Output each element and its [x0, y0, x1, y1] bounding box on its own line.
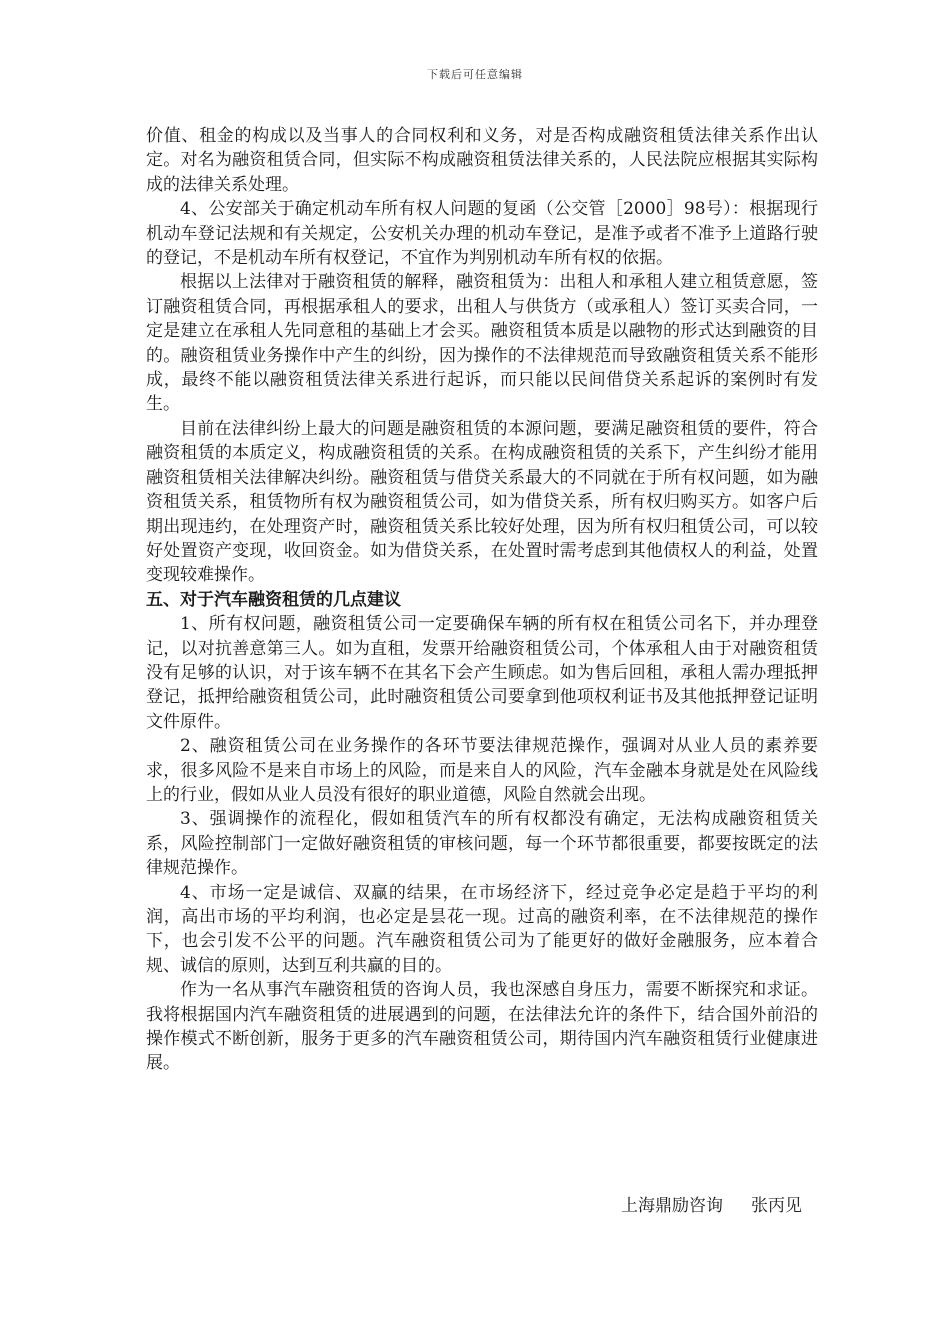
paragraph-conclusion: 作为一名从事汽车融资租赁的咨询人员，我也深感自身压力，需要不断探究和求证。我将根据国内汽车融资租赁的进展遇到的问题，在法律法允许的条件下，结合国外前沿的操作模式不断创新，服务于更多的汽车融资租赁公司，期待国内汽车融资租赁行业健康进展。 [146, 980, 818, 1074]
page-header: 下载后可任意编辑 [427, 68, 523, 81]
paragraph-suggestion-4: 4、市场一定是诚信、双赢的结果，在市场经济下，经过竞争必定是趋于平均的利润，高出市场的平均利润，也必定是昙花一现。过高的融资利率，在不法律规范的操作下，也会引发不公平的问题。汽车融资租赁公司为了能更好的做好金融服务，应本着合规、诚信的原则，达到互利共赢的目的。 [146, 882, 818, 976]
paragraph-definition: 根据以上法律对于融资租赁的解释，融资租赁为：出租人和承租人建立租赁意愿，签订融资租赁合同，再根据承租人的要求，出租人与供货方（或承租人）签订买卖合同，一定是建立在承租人先同意租的基础上才会买。融资租赁本质是以融物的形式达到融资的目的。融资租赁业务操作中产生的纠纷，因为操作的不法律规范而导致融资租赁关系不能形成，最终不能以融资租赁法律关系进行起诉，而只能以民间借贷关系起诉的案例时有发生。 [146, 272, 818, 415]
document-body [146, 124, 818, 1076]
paragraph-suggestion-2: 2、融资租赁公司在业务操作的各环节要法律规范操作，强调对从业人员的素养要求，很多风险不是来自市场上的风险，而是来自人的风险，汽车金融本身就是处在风险线上的行业，假如从业人员没有很好的职业道德，风险自然就会出现。 [146, 736, 818, 805]
paragraph-continuation: 价值、租金的构成以及当事人的合同权利和义务，对是否构成融资租赁法律关系作出认定。对名为融资租赁合同，但实际不构成融资租赁法律关系的，人民法院应根据其实际构成的法律关系处理。 [146, 126, 818, 195]
section-heading-suggestions: 五、对于汽车融资租赁的几点建议 [146, 589, 401, 610]
signature-author: 张丙见 [751, 1196, 802, 1216]
paragraph-legal-dispute: 目前在法律纠纷上最大的问题是融资租赁的本源问题，要满足融资租赁的要件，符合融资租赁的本质定义，构成融资租赁的关系。在构成融资租赁的关系下，产生纠纷才能用融资租赁相关法律解决纠纷。融资租赁与借贷关系最大的不同就在于所有权问题，如为融资租赁关系，租赁物所有权为融资租赁公司，如为借贷关系，所有权归购买方。如客户后期出现违约，在处理资产时，融资租赁关系比较好处理，因为所有权归租赁公司，可以较好处置资产变现，收回资金。如为借贷关系，在处置时需考虑到其他债权人的利益，处置变现较难操作。 [146, 418, 818, 586]
paragraph-suggestion-3: 3、强调操作的流程化，假如租赁汽车的所有权都没有确定，无法构成融资租赁关系，风险控制部门一定做好融资租赁的审核问题，每一个环节都很重要，都要按既定的法律规范操作。 [146, 809, 818, 879]
paragraph-item-4-ministry-reply: 4、公安部关于确定机动车所有权人问题的复函（公交管［2000］98号）：根据现行机动车登记法规和有关规定，公安机关办理的机动车登记，是准予或者不准予上道路行驶的登记，不是机动车所有权登记，不宜作为判别机动车所有权的依据。 [146, 199, 818, 269]
signature-company: 上海鼎励咨询 [621, 1196, 723, 1216]
signature [621, 1194, 802, 1218]
paragraph-suggestion-1: 1、所有权问题，融资租赁公司一定要确保车辆的所有权在租赁公司名下，并办理登记，以对抗善意第三人。如为直租，发票开给融资租赁公司，个体承租人由于对融资租赁没有足够的认识，对于该车辆不在其名下会产生顾虑。如为售后回租，承租人需办理抵押登记，抵押给融资租赁公司，此时融资租赁公司要拿到他项权利证书及其他抵押登记证明文件原件。 [146, 614, 818, 732]
